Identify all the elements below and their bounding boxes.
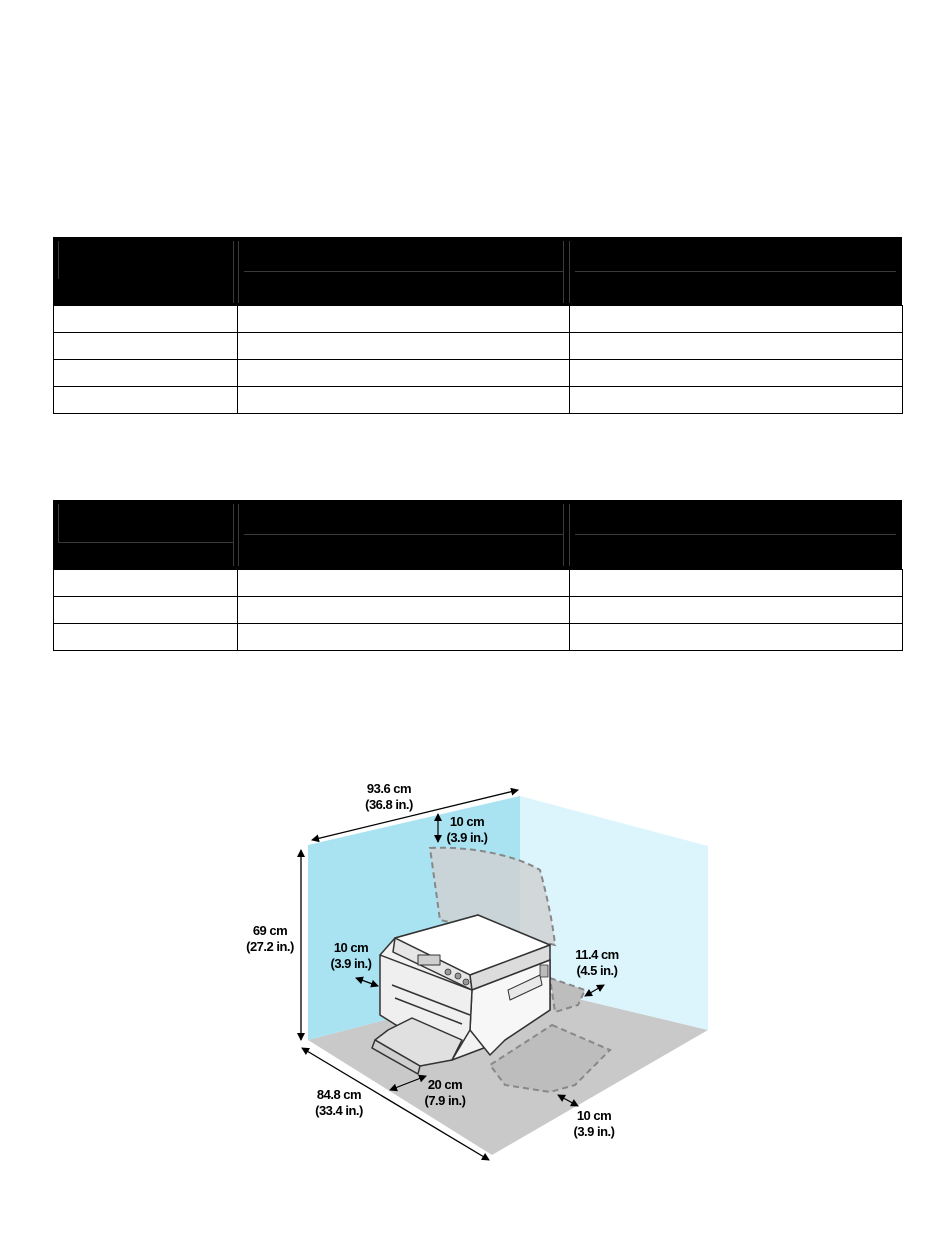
table-row: [54, 597, 903, 624]
back-clearance-cm: 10 cm: [576, 1108, 612, 1123]
table-row: [54, 333, 903, 360]
back-clearance-in: (3.9 in.): [573, 1124, 615, 1139]
table-row: [54, 306, 903, 333]
right-clearance-cm: 11.4 cm: [575, 947, 619, 962]
left-clearance-cm: 10 cm: [333, 940, 369, 955]
table-row: [54, 360, 903, 387]
width-label-in: (36.8 in.): [365, 797, 413, 812]
depth-label-in: (33.4 in.): [315, 1103, 363, 1118]
front-clearance-in: (7.9 in.): [424, 1093, 466, 1108]
left-clearance-in: (3.9 in.): [330, 956, 372, 971]
height-label-in: (27.2 in.): [246, 939, 294, 954]
right-clearance-in: (4.5 in.): [576, 963, 618, 978]
width-label-cm: 93.6 cm: [366, 781, 412, 796]
table1: [53, 305, 903, 414]
height-label-cm: 69 cm: [252, 923, 288, 938]
depth-label-cm: 84.8 cm: [316, 1087, 362, 1102]
table-row: [54, 570, 903, 597]
table-row: [54, 387, 903, 414]
table2: [53, 569, 903, 651]
top-clearance-in: (3.9 in.): [446, 830, 488, 845]
top-clearance-cm: 10 cm: [449, 814, 485, 829]
front-clearance-cm: 20 cm: [427, 1077, 463, 1092]
table-row: [54, 624, 903, 651]
clearance-diagram: [230, 770, 730, 1170]
